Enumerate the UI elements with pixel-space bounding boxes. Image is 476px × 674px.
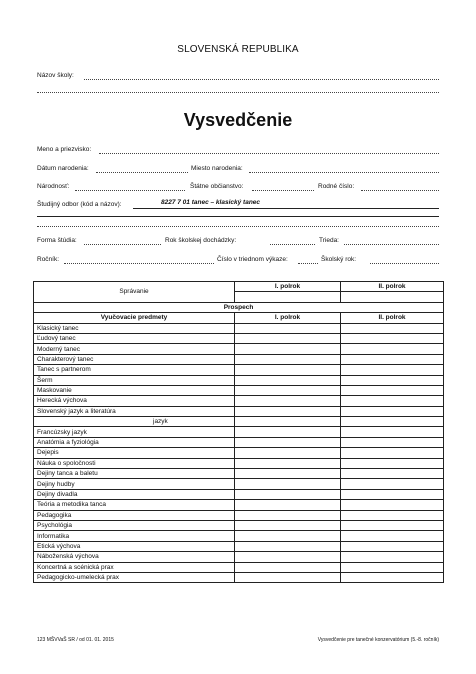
subject-name: Herecká výchova [34,396,235,406]
first-half-header: I. polrok [235,313,341,323]
country-heading: SLOVENSKÁ REPUBLIKA [177,44,299,55]
subject-name: Pedagogicko-umelecká prax [34,572,235,582]
subject-name: Moderný tanec [34,344,235,354]
birth-date-label: Dátum narodenia: [37,165,89,172]
subject-name: Francúzsky jazyk [34,427,235,437]
table-row [34,448,444,458]
second-half-header: II. polrok [341,313,444,323]
first-half-grade-cell[interactable] [235,469,341,479]
first-half-grade-cell[interactable] [235,458,341,468]
citizenship-label: Štátne občianstvo: [190,183,244,190]
birth-date-field[interactable] [96,172,188,173]
subject-name: Tanec s partnerom [34,365,235,375]
second-half-grade-cell[interactable] [341,520,444,530]
first-half-grade-cell[interactable] [235,448,341,458]
first-half-grade-cell[interactable] [235,562,341,572]
table-row [34,375,444,385]
form-description: Vysvedčenie pre tanečné konzervatórium (5.-8. ročník) [317,637,439,643]
school-name-field-line2[interactable] [37,92,439,93]
study-field-line3[interactable] [37,226,439,227]
first-half-grade-cell[interactable] [235,520,341,530]
school-name-label: Názov školy: [37,72,74,79]
grade-field[interactable] [64,263,214,264]
subject-name: Teória a metodika tanca [34,500,235,510]
first-half-grade-cell[interactable] [235,437,341,447]
first-half-grade-cell[interactable] [235,344,341,354]
behavior-first-half-cell[interactable] [235,292,341,302]
subjects-header-row [34,313,444,323]
behavior-second-half-cell[interactable] [341,292,444,302]
second-half-grade-cell[interactable] [341,354,444,364]
first-half-grade-cell[interactable] [235,417,341,427]
table-row [34,510,444,520]
subjects-header: Vyučovacie predmety [34,313,235,323]
table-row [34,479,444,489]
behavior-first-half-header: I. polrok [235,282,341,292]
subject-name: Slovenský jazyk a literatúra [34,406,235,416]
table-row [34,427,444,437]
table-row [34,344,444,354]
attendance-year-label: Rok školskej dochádzky: [165,237,237,244]
nationality-label: Národnosť: [37,183,70,190]
second-half-grade-cell[interactable] [341,541,444,551]
subject-name: Náboženská výchova [34,552,235,562]
birth-number-label: Rodné číslo: [318,183,355,190]
subject-name: Charakterový tanec [34,354,235,364]
table-row [34,333,444,343]
table-row [34,396,444,406]
second-half-grade-cell[interactable] [341,500,444,510]
table-row [34,552,444,562]
table-row [34,417,444,427]
first-half-grade-cell[interactable] [235,479,341,489]
subject-name: Dejiny tanca a baletu [34,469,235,479]
class-field[interactable] [344,244,439,245]
second-half-grade-cell[interactable] [341,469,444,479]
subject-name: Etická výchova [34,541,235,551]
second-half-grade-cell[interactable] [341,552,444,562]
second-half-grade-cell[interactable] [341,479,444,489]
subject-name: Klasický tanec [34,323,235,333]
study-field-value: 8227 7 01 tanec – klasický tanec [161,199,261,206]
second-half-grade-cell[interactable] [341,323,444,333]
subject-name: Anatómia a fyziológia [34,437,235,447]
second-half-grade-cell[interactable] [341,333,444,343]
subject-name: Ľudový tanec [34,333,235,343]
table-row [34,489,444,499]
first-half-grade-cell[interactable] [235,572,341,582]
first-half-grade-cell[interactable] [235,396,341,406]
second-half-grade-cell[interactable] [341,458,444,468]
second-half-grade-cell[interactable] [341,437,444,447]
name-label: Meno a priezvisko: [37,146,92,153]
first-half-grade-cell[interactable] [235,385,341,395]
performance-row [34,302,444,312]
second-half-grade-cell[interactable] [341,448,444,458]
study-field-label: Študijný odbor (kód a názov): [37,201,122,208]
first-half-grade-cell[interactable] [235,541,341,551]
second-half-grade-cell[interactable] [341,510,444,520]
performance-heading: Prospech [34,302,444,312]
table-row [34,572,444,582]
subject-name: Šerm [34,375,235,385]
form-code: 123 MŠVVaŠ SR / od 01. 01. 2015 [37,637,114,643]
subject-name: Dejepis [34,448,235,458]
first-half-grade-cell[interactable] [235,375,341,385]
behavior-second-half-header: II. polrok [341,282,444,292]
study-form-field[interactable] [84,244,161,245]
table-row [34,437,444,447]
first-half-grade-cell[interactable] [235,510,341,520]
subject-name: Psychológia [34,520,235,530]
subject-name: Pedagogika [34,510,235,520]
second-half-grade-cell[interactable] [341,344,444,354]
table-row [34,365,444,375]
first-half-grade-cell[interactable] [235,365,341,375]
first-half-grade-cell[interactable] [235,552,341,562]
subject-name: Náuka o spoločnosti [34,458,235,468]
birth-place-label: Miesto narodenia: [191,165,243,172]
second-half-grade-cell[interactable] [341,572,444,582]
second-half-grade-cell[interactable] [341,427,444,437]
subject-name: Dejiny divadla [34,489,235,499]
first-half-grade-cell[interactable] [235,500,341,510]
table-row [34,531,444,541]
second-half-grade-cell[interactable] [341,396,444,406]
document-title: Vysvedčenie [183,110,293,130]
citizenship-field[interactable] [252,190,314,191]
subject-name: Maskovanie [34,385,235,395]
study-form-label: Forma štúdia: [37,237,77,244]
school-name-field[interactable] [84,79,439,80]
table-row [34,354,444,364]
class-label: Trieda: [319,237,339,244]
first-half-grade-cell[interactable] [235,427,341,437]
table-row [34,500,444,510]
subject-name: Informatika [34,531,235,541]
subject-name: Dejiny hudby [34,479,235,489]
register-number-label: Číslo v triednom výkaze: [217,256,288,263]
table-row [34,323,444,333]
first-half-grade-cell[interactable] [235,406,341,416]
subject-name: Koncertná a scénická prax [34,562,235,572]
first-half-grade-cell[interactable] [235,333,341,343]
attendance-year-field[interactable] [270,244,315,245]
subject-name: jazyk [34,417,235,427]
name-field[interactable] [99,153,439,154]
birth-number-field[interactable] [361,190,439,191]
table-row [34,562,444,572]
behavior-label: Správanie [34,282,235,303]
table-row [34,458,444,468]
nationality-field[interactable] [75,190,185,191]
behavior-header-row [34,282,444,292]
second-half-grade-cell[interactable] [341,489,444,499]
first-half-grade-cell[interactable] [235,323,341,333]
second-half-grade-cell[interactable] [341,406,444,416]
second-half-grade-cell[interactable] [341,562,444,572]
register-number-field[interactable] [298,263,318,264]
second-half-grade-cell[interactable] [341,417,444,427]
school-year-field[interactable] [370,263,439,264]
table-row [34,541,444,551]
table-row [34,520,444,530]
second-half-grade-cell[interactable] [341,365,444,375]
first-half-grade-cell[interactable] [235,489,341,499]
study-field-line[interactable] [133,208,439,209]
grade-label: Ročník: [37,256,60,263]
school-year-label: Školský rok: [321,256,357,263]
birth-place-field[interactable] [249,172,439,173]
second-half-grade-cell[interactable] [341,385,444,395]
study-field-line2[interactable] [37,216,439,217]
table-row [34,406,444,416]
grades-table [33,281,444,583]
table-row [34,469,444,479]
first-half-grade-cell[interactable] [235,531,341,541]
first-half-grade-cell[interactable] [235,354,341,364]
second-half-grade-cell[interactable] [341,531,444,541]
table-row [34,385,444,395]
second-half-grade-cell[interactable] [341,375,444,385]
